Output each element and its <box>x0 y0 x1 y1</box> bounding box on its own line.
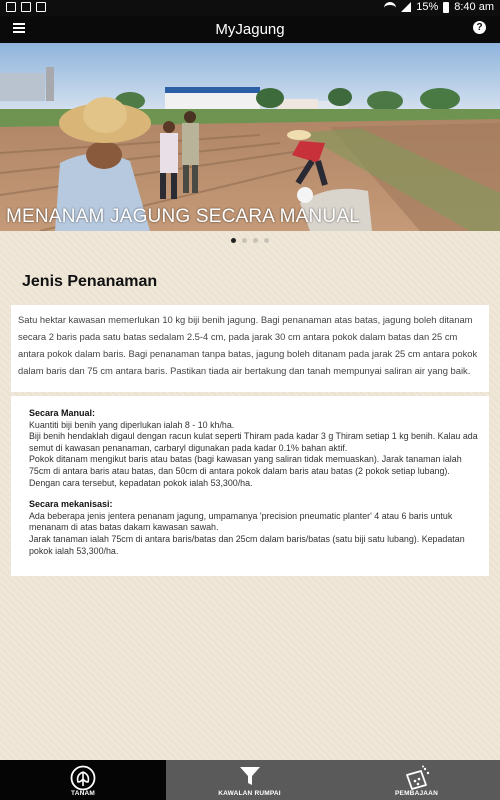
signal-icon <box>401 2 411 12</box>
intro-text: Satu hektar kawasan memerlukan 10 kg biji benih jagung. Bagi penanaman atas batas, jagung boleh ditanam secara 2 baris pada satu batas sedalam 2.5-4 cm, pada jarak 30 cm antara pokok dalam batas dan 25 cm antara pokok dalam baris. Bagi penanaman tanpa batas, jagung boleh ditanam pada jarak 25 cm antara pokok dalam baris dan 75 cm antara baris. Pastikan tiada air bertakung dan tanah mempunyai saliran air yang baik. <box>18 314 478 376</box>
tab-label: TANAM <box>71 790 95 797</box>
image-icon <box>21 2 31 12</box>
funnel-icon <box>239 765 261 787</box>
mekanisasi-heading: Secara mekanisasi: <box>29 499 113 510</box>
slide-dot[interactable] <box>242 238 247 243</box>
hero-slideshow[interactable] <box>0 43 500 231</box>
tab-kawalan-rumpai[interactable] <box>166 760 333 800</box>
tab-tanam[interactable] <box>0 760 166 800</box>
tab-pembajaan[interactable] <box>333 760 500 800</box>
camera-icon <box>36 2 46 12</box>
battery-percent: 15% <box>416 1 439 13</box>
status-time: 8:40 am <box>454 1 494 13</box>
methods-card <box>11 396 489 576</box>
manual-heading: Secara Manual: <box>29 408 96 418</box>
app-title: MyJagung <box>215 21 285 38</box>
manual-line: Kuantiti biji benih yang diperlukan ialah 8 - 10 kh/ha. <box>29 419 235 430</box>
tab-label: KAWALAN RUMPAI <box>218 790 281 797</box>
section-title: Jenis Penanaman <box>22 273 158 290</box>
mekanisasi-line: Ada beberapa jenis jentera penanam jagung, umpamanya 'precision pneumatic planter' 4 atau 6 baris untuk menanam di atas batas dakam kawasan sawah. <box>29 510 453 533</box>
mekanisasi-line: Jarak tanaman ialah 75cm di antara baris/batas dan 25cm dalam baris/batas (satu biji satu lubang). Kepadatan pokok ialah 53,300/ha. <box>29 533 465 556</box>
notification-icons <box>6 2 46 12</box>
slide-dot[interactable] <box>231 238 236 243</box>
slide-dot[interactable] <box>253 238 258 243</box>
bottom-navigation <box>0 760 500 800</box>
slide-dot[interactable] <box>264 238 269 243</box>
app-bar <box>0 16 500 43</box>
status-bar <box>0 0 500 16</box>
slide-indicator <box>0 238 500 243</box>
manual-line: Pokok ditanam mengikut baris atau batas (bagi kawasan yang saliran tidak memuaskan). Jarak tanaman ialah 75cm di antara baris atau batas, dan 50cm di antara pokok dalam baris atau batas (2 pokok setiap lubang). Dengan cara tersebut, kepadatan pokok ialah 53,300/ha. <box>29 454 462 488</box>
wifi-icon <box>384 2 396 12</box>
hero-image <box>0 43 500 231</box>
notification-icon <box>6 2 16 12</box>
hero-caption: MENANAM JAGUNG SECARA MANUAL <box>6 206 360 227</box>
battery-icon <box>443 2 449 13</box>
fertilizer-icon <box>403 765 431 791</box>
tab-label: PEMBAJAAN <box>395 790 438 797</box>
manual-line: Biji benih hendaklah digaul dengan racun kulat seperti Thiram pada kadar 3 g Thiram setiap 1 kg benih. Kalau ada semut di kawasan penanaman, carbaryl digunakan pada kadar 0.1% bahan aktif. <box>29 431 478 453</box>
intro-card <box>11 305 489 392</box>
leaf-icon <box>70 765 96 791</box>
help-icon[interactable]: ? <box>473 21 486 34</box>
